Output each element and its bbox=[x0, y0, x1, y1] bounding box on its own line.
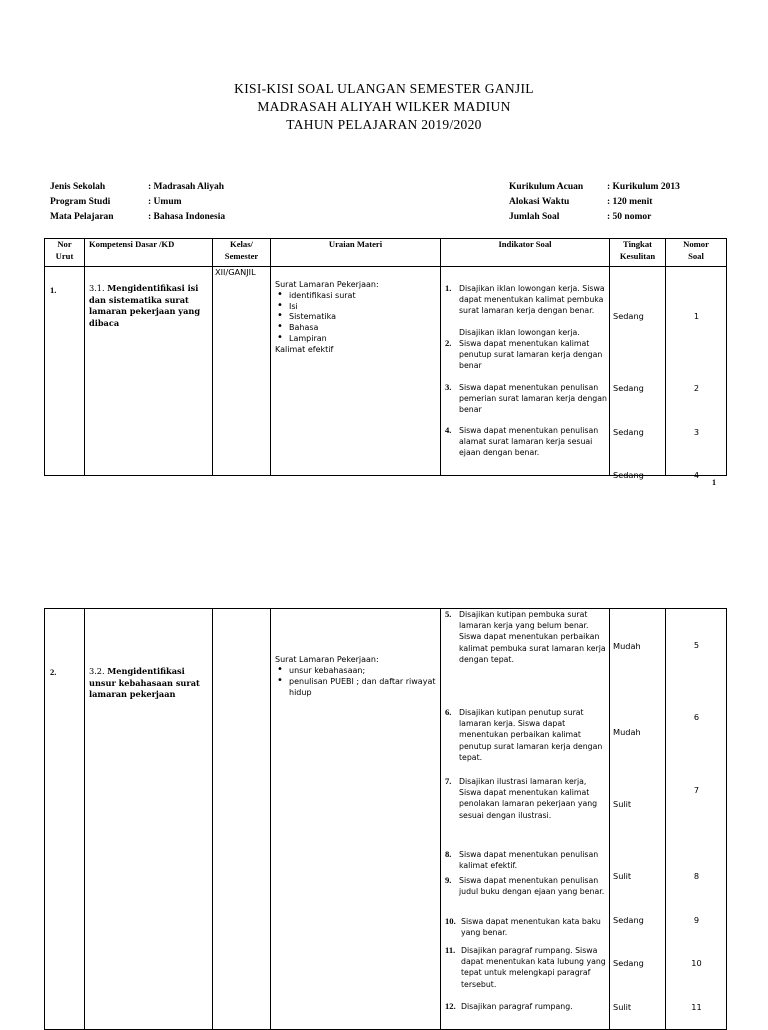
list-item: • Isi bbox=[275, 302, 436, 313]
difficulty-label: Mudah bbox=[613, 641, 641, 651]
indicator-text: Disajikan kutipan penutup surat lamaran kerja. Siswa dapat menentukan perbaikan kalimat penutup surat lamaran kerja dengan tepat. bbox=[459, 708, 603, 762]
kd-number: 3.1. bbox=[89, 283, 108, 293]
kd-text bbox=[85, 267, 212, 329]
list-item: • identifikasi surat bbox=[275, 291, 436, 302]
header-text: Urut bbox=[55, 250, 74, 261]
table-row bbox=[45, 267, 727, 476]
cell-tingkat bbox=[610, 267, 666, 480]
difficulty-label: Sedang bbox=[613, 470, 644, 480]
indicator-text: Siswa dapat menentukan penulisan judul buku dengan ejaan yang benar. bbox=[459, 876, 605, 897]
kd-text bbox=[85, 609, 212, 701]
indicator-number: 12. bbox=[445, 1001, 456, 1011]
indicator-number: 11. bbox=[445, 945, 456, 955]
kd-title: Mengidentifikasi unsur kebahasaan surat lamaran pekerjaan bbox=[89, 666, 200, 699]
row-number: 2. bbox=[50, 667, 57, 677]
question-number: 1 bbox=[693, 311, 700, 321]
indicator-text: Disajikan iklan lowongan kerja. Siswa dapat menentukan kalimat pembuka surat lamaran kerja dengan benar. bbox=[459, 284, 605, 316]
meta-row bbox=[50, 210, 225, 225]
materi-list bbox=[275, 291, 436, 345]
materi-title: Surat Lamaran Pekerjaan: bbox=[275, 280, 379, 289]
indicator-number: 8. bbox=[445, 849, 452, 859]
indicator-item bbox=[445, 382, 607, 416]
header-text: Indikator Soal bbox=[498, 239, 552, 249]
cell-materi bbox=[271, 609, 441, 1030]
kd-number: 3.2. bbox=[89, 666, 108, 676]
kisi-kisi-table-page-2 bbox=[44, 608, 727, 1030]
question-number: 5 bbox=[693, 640, 700, 650]
cell-indikator bbox=[441, 609, 610, 1030]
question-number: 3 bbox=[693, 427, 700, 437]
question-number: 6 bbox=[693, 712, 700, 722]
cell-nomor bbox=[666, 609, 727, 1030]
meta-label: Jumlah Soal bbox=[509, 212, 560, 222]
materi-list bbox=[275, 665, 436, 698]
indicator-number: 7. bbox=[445, 776, 452, 786]
cell-kelas bbox=[213, 267, 271, 476]
question-number: 8 bbox=[693, 871, 700, 881]
materi-content bbox=[271, 609, 440, 698]
document-title-line-1: KISI-KISI SOAL ULANGAN SEMESTER GANJIL bbox=[234, 81, 534, 96]
header-text: Tingkat bbox=[623, 239, 652, 249]
question-number: 11 bbox=[691, 1002, 702, 1012]
meta-label: Mata Pelajaran bbox=[50, 212, 114, 222]
header-text: Uraian Materi bbox=[328, 239, 383, 249]
meta-left bbox=[50, 180, 225, 225]
indicator-number: 10. bbox=[445, 916, 456, 926]
cell-indikator bbox=[441, 267, 610, 476]
meta-label: Alokasi Waktu bbox=[509, 197, 570, 207]
col-header-kd bbox=[85, 239, 213, 267]
list-item: • penulisan PUEBI ; dan daftar riwayat hidup bbox=[275, 676, 436, 698]
meta-row bbox=[509, 180, 680, 195]
indicator-number: 2. bbox=[445, 338, 452, 348]
list-item: • Bahasa bbox=[275, 323, 436, 334]
indicator-item bbox=[445, 916, 607, 938]
indicator-number: 6. bbox=[445, 707, 452, 717]
cell-kd bbox=[85, 609, 213, 1030]
indicator-text: Siswa dapat menentukan penulisan alamat surat lamaran kerja sesuai ejaan dengan benar. bbox=[459, 426, 599, 458]
difficulty-label: Sedang bbox=[613, 915, 644, 925]
kd-title: Mengidentifikasi isi dan sistematika surat lamaran pekerjaan yang dibaca bbox=[89, 283, 201, 328]
col-header-indikator bbox=[441, 239, 610, 267]
meta-value: : Umum bbox=[148, 197, 182, 207]
list-item: • unsur kebahasaan; bbox=[275, 665, 436, 676]
question-number: 10 bbox=[691, 958, 702, 968]
header-text: Soal bbox=[688, 250, 704, 261]
col-header-materi bbox=[271, 239, 441, 267]
cell-no bbox=[45, 267, 85, 476]
list-item: • Sistematika bbox=[275, 312, 436, 323]
difficulty-label: Sedang bbox=[613, 958, 644, 968]
cell-kelas bbox=[213, 609, 271, 1030]
indicator-item bbox=[445, 283, 607, 317]
indicator-number: 3. bbox=[445, 382, 452, 392]
meta-row bbox=[50, 195, 225, 210]
difficulty-label: Mudah bbox=[613, 727, 641, 737]
indicator-item bbox=[445, 425, 607, 459]
document-title-line-2: MADRASAH ALIYAH WILKER MADIUN bbox=[257, 99, 511, 114]
indicator-text: Disajikan paragraf rumpang. Siswa dapat menentukan kata lubung yang tepat untuk melengkapi paragraf tersebut. bbox=[461, 946, 606, 989]
table-header-row bbox=[45, 239, 727, 267]
cell-kd bbox=[85, 267, 213, 476]
question-number: 4 bbox=[693, 470, 700, 480]
indicator-item bbox=[445, 875, 607, 897]
indicator-item bbox=[445, 609, 607, 665]
cell-no bbox=[45, 609, 85, 1030]
indicator-text: Disajikan ilustrasi lamaran kerja, Siswa dapat menentukan kalimat penolakan lamaran pekerjaan yang sesuai dengan ilustrasi. bbox=[459, 777, 598, 820]
question-number: 2 bbox=[693, 383, 700, 393]
indicator-text: Siswa dapat menentukan penulisan kalimat efektif. bbox=[459, 850, 599, 871]
indicator-number: 4. bbox=[445, 425, 452, 435]
indicator-number: 9. bbox=[445, 875, 452, 885]
document-title-line-3: TAHUN PELAJARAN 2019/2020 bbox=[286, 117, 482, 132]
indicator-number: 1. bbox=[445, 283, 452, 293]
header-text: Semester bbox=[224, 250, 259, 261]
col-header-kelas bbox=[213, 239, 271, 267]
meta-label: Jenis Sekolah bbox=[50, 182, 106, 192]
indicator-item bbox=[445, 338, 607, 372]
cell-tingkat bbox=[610, 609, 666, 1030]
difficulty-label: Sulit bbox=[613, 871, 632, 881]
list-item: • Lampiran bbox=[275, 334, 436, 345]
header-text: Kompetensi Dasar /KD bbox=[89, 239, 175, 249]
col-header-no bbox=[45, 239, 85, 267]
header-text: Nomor bbox=[683, 239, 709, 249]
col-header-nomor bbox=[666, 239, 727, 267]
question-number: 9 bbox=[693, 915, 700, 925]
indicator-text: Siswa dapat menentukan kata baku yang benar. bbox=[461, 917, 601, 938]
header-text: Nor bbox=[57, 239, 72, 249]
row-number: 1. bbox=[50, 285, 57, 295]
meta-value: : Kurikulum 2013 bbox=[607, 182, 680, 192]
kelas-text: XII/GANJIL bbox=[215, 267, 256, 277]
meta-row bbox=[509, 210, 680, 225]
meta-value: : Madrasah Aliyah bbox=[148, 182, 225, 192]
indicator-item bbox=[445, 776, 607, 821]
cell-nomor bbox=[666, 267, 727, 480]
meta-right bbox=[509, 180, 680, 225]
meta-row bbox=[509, 195, 680, 210]
indicator-text: Disajikan kutipan pembuka surat lamaran kerja yang belum benar. Siswa dapat menentukan perbaikan kalimat pembuka surat lamaran kerja dengan tepat. bbox=[459, 610, 606, 664]
header-text: Kelas/ bbox=[230, 239, 253, 249]
indicator-text: Disajikan paragraf rumpang. bbox=[461, 1002, 573, 1011]
table-row bbox=[45, 609, 727, 1030]
indicator-text: Siswa dapat menentukan penulisan pemerian surat lamaran kerja dengan benar bbox=[459, 383, 607, 415]
indicator-item bbox=[445, 849, 607, 871]
materi-extra: Kalimat efektif bbox=[275, 344, 334, 354]
indicator-item bbox=[445, 1001, 607, 1012]
difficulty-label: Sulit bbox=[613, 1002, 632, 1012]
meta-label: Kurikulum Acuan bbox=[509, 182, 584, 192]
meta-row bbox=[50, 180, 225, 195]
difficulty-label: Sedang bbox=[613, 311, 644, 321]
difficulty-label: Sedang bbox=[613, 383, 644, 393]
question-number: 7 bbox=[693, 785, 700, 795]
col-header-tingkat bbox=[610, 239, 666, 267]
indicator-text: Disajikan iklan lowongan kerja. bbox=[459, 328, 580, 337]
difficulty-label: Sulit bbox=[613, 799, 632, 809]
materi-content bbox=[271, 267, 440, 356]
page-number: 1 bbox=[712, 478, 716, 487]
kisi-kisi-table-page-1 bbox=[44, 238, 727, 480]
materi-title: Surat Lamaran Pekerjaan: bbox=[275, 655, 379, 664]
meta-value: : Bahasa Indonesia bbox=[148, 212, 226, 222]
header-text: Kesulitan bbox=[619, 250, 656, 261]
indicator-item bbox=[445, 945, 607, 990]
meta-value: : 120 menit bbox=[607, 197, 653, 207]
indicator-item bbox=[445, 327, 607, 338]
indicator-item bbox=[445, 707, 607, 763]
cell-materi bbox=[271, 267, 441, 476]
indicator-number: 5. bbox=[445, 609, 452, 619]
meta-value: : 50 nomor bbox=[607, 212, 652, 222]
meta-label: Program Studi bbox=[50, 197, 111, 207]
difficulty-label: Sedang bbox=[613, 427, 644, 437]
indicator-text: Siswa dapat menentukan kalimat penutup surat lamaran kerja dengan benar bbox=[459, 339, 603, 371]
